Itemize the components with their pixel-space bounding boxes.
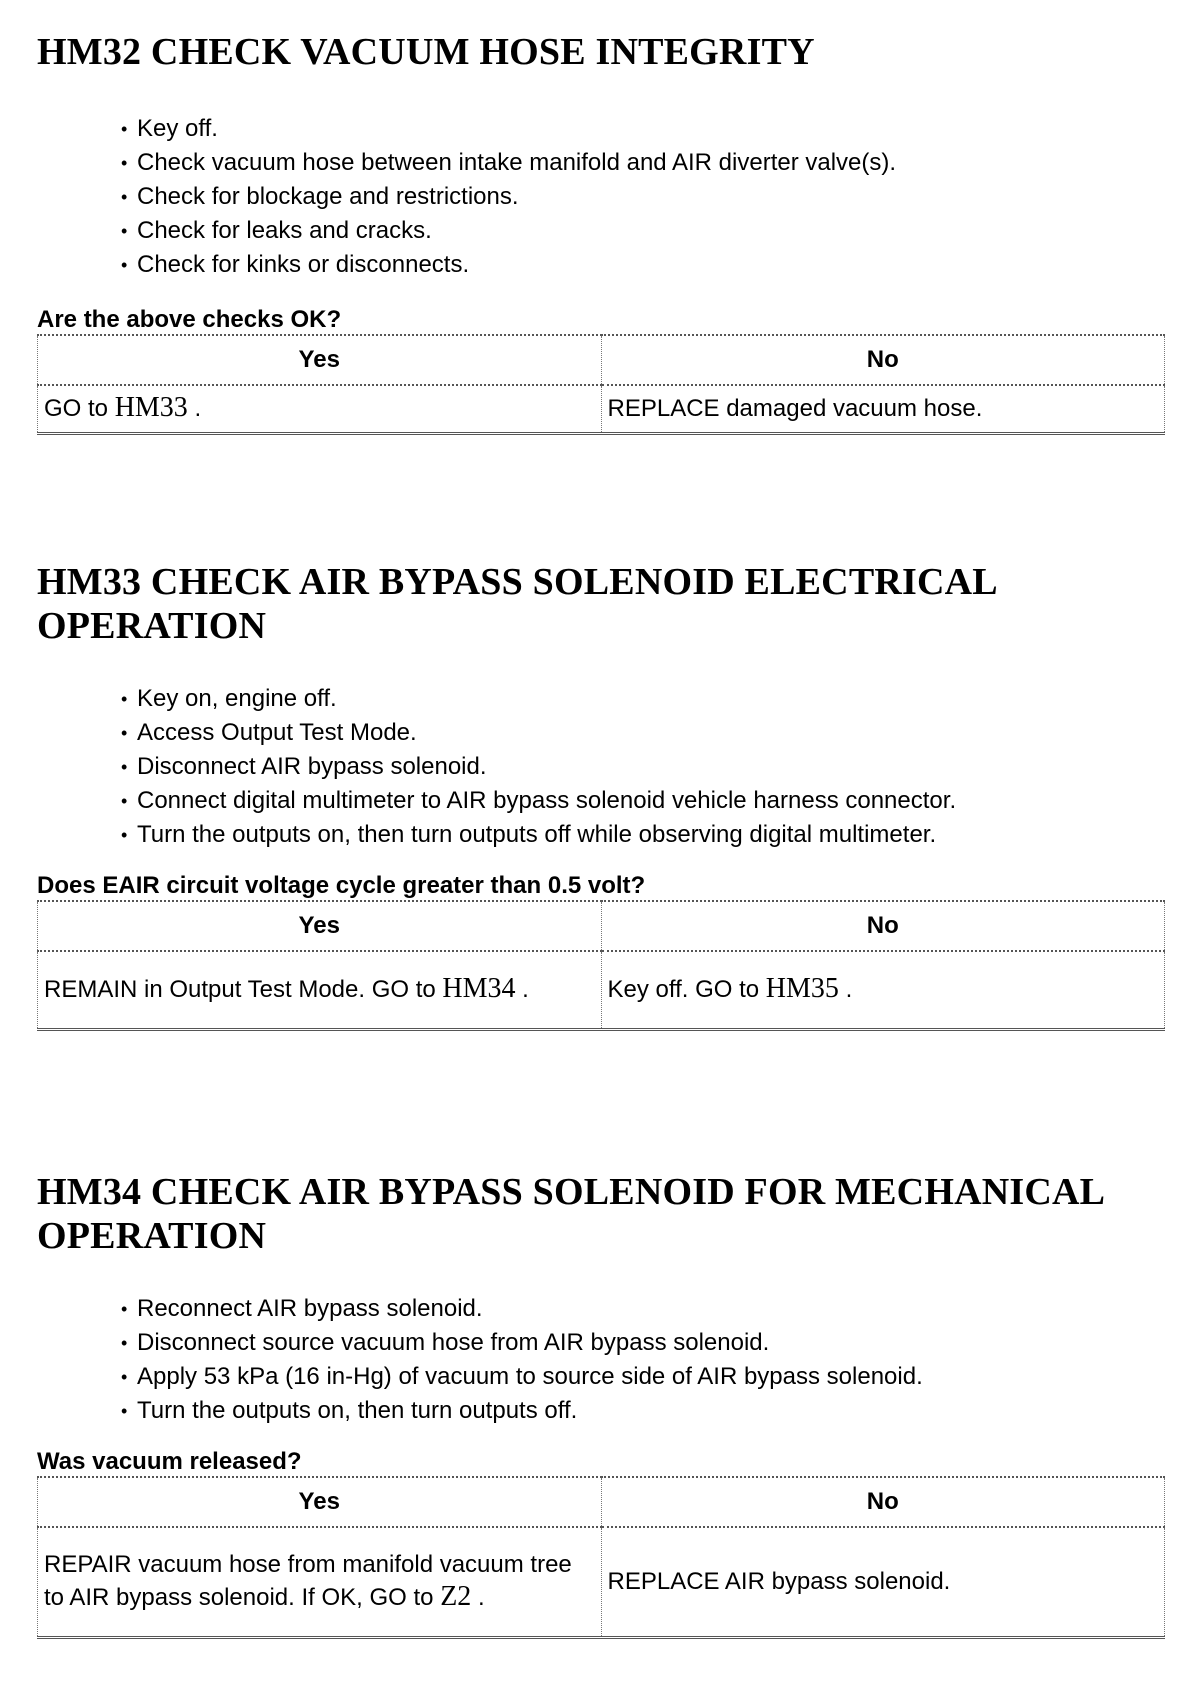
- table-header-row: [38, 901, 1165, 951]
- no-cell: REPLACE AIR bypass solenoid.: [601, 1527, 1165, 1637]
- yes-header: Yes: [38, 901, 602, 951]
- section-hm34: [37, 1170, 1167, 1639]
- step-item: • Access Output Test Mode.: [121, 716, 1167, 750]
- yes-header: Yes: [38, 1477, 602, 1527]
- step-list: [37, 682, 1167, 852]
- table-row: [38, 1527, 1165, 1637]
- step-item: • Key off.: [121, 112, 1167, 146]
- step-link[interactable]: HM34: [442, 973, 516, 1005]
- step-item: • Key on, engine off.: [121, 682, 1167, 716]
- step-item: • Check vacuum hose between intake manifold and AIR diverter valve(s).: [121, 146, 1167, 180]
- bullet-icon: •: [121, 1333, 128, 1353]
- answer-table: [37, 900, 1165, 1031]
- no-header: No: [601, 1477, 1165, 1527]
- table-row: [38, 385, 1165, 433]
- no-header: No: [601, 901, 1165, 951]
- no-cell: REPLACE damaged vacuum hose.: [601, 385, 1165, 433]
- bullet-icon: •: [121, 1299, 128, 1319]
- bullet-icon: •: [121, 187, 128, 207]
- table-header-row: [38, 1477, 1165, 1527]
- bullet-icon: •: [121, 255, 128, 275]
- bullet-icon: •: [121, 153, 128, 173]
- step-list: [37, 112, 1167, 282]
- bullet-icon: •: [121, 689, 128, 709]
- table-header-row: [38, 335, 1165, 385]
- yes-header: Yes: [38, 335, 602, 385]
- section-title: HM32 CHECK VACUUM HOSE INTEGRITY: [37, 31, 815, 73]
- section-title: HM33 CHECK AIR BYPASS SOLENOID ELECTRICAL OPERATION: [37, 561, 996, 647]
- question: Was vacuum released?: [37, 1448, 302, 1475]
- step-item: • Check for kinks or disconnects.: [121, 248, 1167, 282]
- step-item: • Turn the outputs on, then turn outputs off while observing digital multimeter.: [121, 818, 1167, 852]
- step-item: • Check for blockage and restrictions.: [121, 180, 1167, 214]
- bullet-icon: •: [121, 723, 128, 743]
- bullet-icon: •: [121, 791, 128, 811]
- bullet-icon: •: [121, 119, 128, 139]
- yes-cell: GO to HM33 .: [38, 385, 602, 433]
- bullet-icon: •: [121, 221, 128, 241]
- step-item: • Reconnect AIR bypass solenoid.: [121, 1292, 1167, 1326]
- bullet-icon: •: [121, 1401, 128, 1421]
- section-hm33: [37, 560, 1167, 1031]
- step-link[interactable]: HM35: [765, 973, 839, 1005]
- section-hm32: [37, 30, 1167, 435]
- step-item: • Disconnect source vacuum hose from AIR bypass solenoid.: [121, 1326, 1167, 1360]
- step-item: • Connect digital multimeter to AIR bypass solenoid vehicle harness connector.: [121, 784, 1167, 818]
- step-item: • Check for leaks and cracks.: [121, 214, 1167, 248]
- no-header: No: [601, 335, 1165, 385]
- table-row: [38, 951, 1165, 1029]
- answer-table: [37, 334, 1165, 435]
- question: Does EAIR circuit voltage cycle greater than 0.5 volt?: [37, 872, 646, 899]
- answer-table: [37, 1476, 1165, 1639]
- step-item: • Disconnect AIR bypass solenoid.: [121, 750, 1167, 784]
- bullet-icon: •: [121, 757, 128, 777]
- step-link[interactable]: Z2: [440, 1581, 472, 1613]
- bullet-icon: •: [121, 1367, 128, 1387]
- step-item: • Apply 53 kPa (16 in-Hg) of vacuum to source side of AIR bypass solenoid.: [121, 1360, 1167, 1394]
- question: Are the above checks OK?: [37, 306, 342, 333]
- yes-cell: REPAIR vacuum hose from manifold vacuum tree to AIR bypass solenoid. If OK, GO to Z2 .: [38, 1527, 602, 1637]
- step-list: [37, 1292, 1167, 1428]
- step-item: • Turn the outputs on, then turn outputs off.: [121, 1394, 1167, 1428]
- section-title: HM34 CHECK AIR BYPASS SOLENOID FOR MECHANICAL OPERATION: [37, 1171, 1104, 1257]
- yes-cell: REMAIN in Output Test Mode. GO to HM34 .: [38, 951, 602, 1029]
- step-link[interactable]: HM33: [114, 392, 188, 424]
- bullet-icon: •: [121, 825, 128, 845]
- no-cell: Key off. GO to HM35 .: [601, 951, 1165, 1029]
